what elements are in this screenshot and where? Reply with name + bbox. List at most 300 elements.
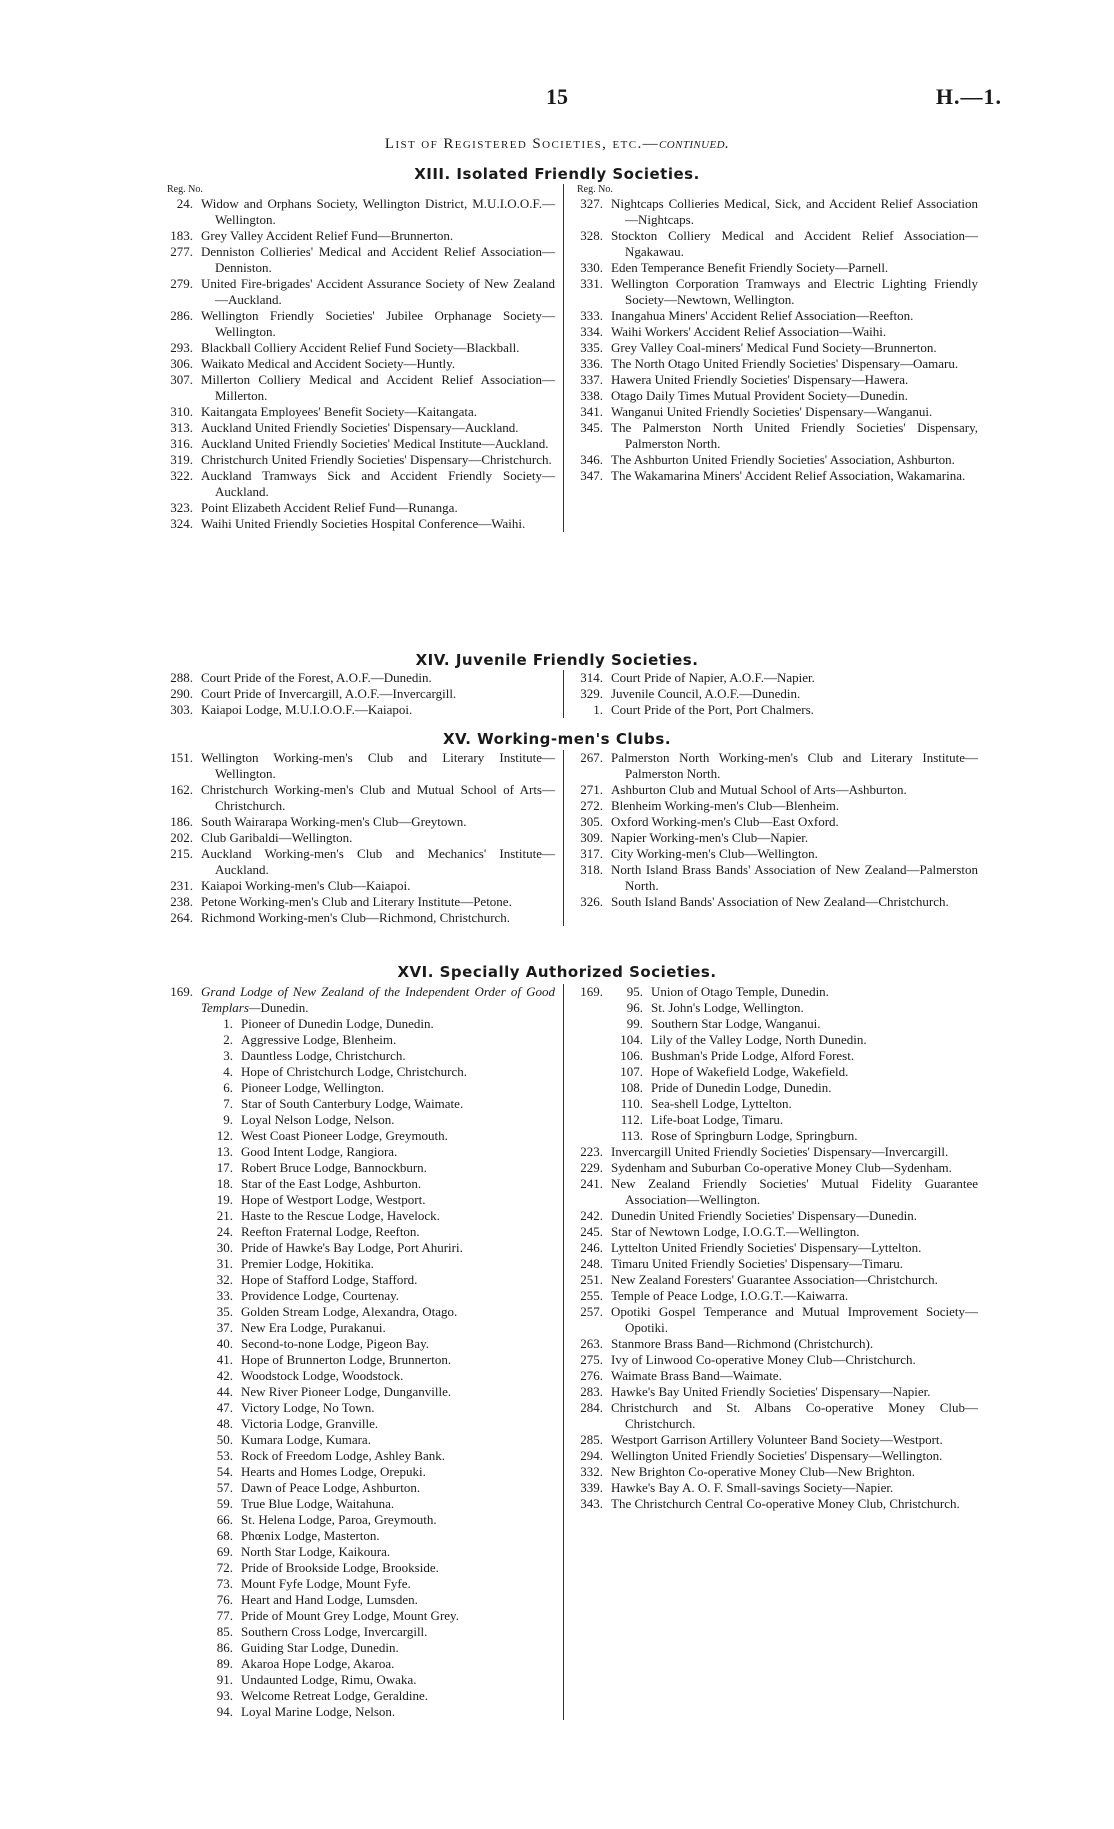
entry-number: 73. <box>216 1576 233 1591</box>
entry-number: 328. <box>580 228 603 243</box>
entry-text: Point Elizabeth Accident Relief Fund—Runanga. <box>201 500 458 515</box>
entry-number: 30. <box>216 1240 233 1255</box>
list-item <box>163 1448 555 1464</box>
list-item <box>163 670 555 686</box>
list-item <box>573 1016 978 1032</box>
list-item <box>163 1352 555 1368</box>
entry-text: Juvenile Council, A.O.F.—Dunedin. <box>611 686 801 701</box>
list-item <box>573 1096 978 1112</box>
section-title-xiv: XIV. Juvenile Friendly Societies. <box>415 651 699 669</box>
entry-text: New Brighton Co-operative Money Club—New Brighton. <box>611 1464 916 1479</box>
entry-number: 276. <box>580 1368 603 1383</box>
list-item <box>163 878 555 894</box>
entry-text: Oxford Working-men's Club—East Oxford. <box>611 814 839 829</box>
entry-number: 76. <box>216 1592 233 1607</box>
entry-text: Woodstock Lodge, Woodstock. <box>241 1368 404 1383</box>
section-xiv-right-column <box>573 670 978 718</box>
entry-text: Palmerston North Working-men's Club and Literary Institute—Palmerston North. <box>611 750 978 781</box>
entry-text: Golden Stream Lodge, Alexandra, Otago. <box>241 1304 458 1319</box>
entry-number: 317. <box>580 846 603 861</box>
list-item <box>573 894 978 910</box>
list-item <box>573 1448 978 1464</box>
entry-number: 47. <box>216 1400 233 1415</box>
section-title-xiii: XIII. Isolated Friendly Societies. <box>414 165 700 183</box>
list-item <box>163 686 555 702</box>
list-item <box>163 1544 555 1560</box>
entry-text: Hawke's Bay A. O. F. Small-savings Society—Napier. <box>611 1480 894 1495</box>
list-item <box>163 276 555 308</box>
entry-text <box>201 984 555 1016</box>
entry-text: Stanmore Brass Band—Richmond (Christchurch). <box>611 1336 874 1351</box>
entry-number: 113. <box>620 1128 643 1143</box>
list-item <box>163 1560 555 1576</box>
list-item <box>163 1576 555 1592</box>
list-item <box>573 686 978 702</box>
report-reference: H.—1. <box>935 84 1002 109</box>
entry-text: Haste to the Rescue Lodge, Havelock. <box>241 1208 440 1223</box>
list-item <box>573 1272 978 1288</box>
entry-number: 57. <box>216 1480 233 1495</box>
entry-text: Otago Daily Times Mutual Provident Society—Dunedin. <box>611 388 908 403</box>
entry-number: 19. <box>216 1192 233 1207</box>
list-item <box>163 244 555 276</box>
list-item <box>163 1688 555 1704</box>
entry-text: Blenheim Working-men's Club—Blenheim. <box>611 798 840 813</box>
entry-text: The Christchurch Central Co-operative Money Club, Christchurch. <box>611 1496 960 1511</box>
entry-number: 4. <box>223 1064 233 1079</box>
list-item <box>163 1608 555 1624</box>
list-item <box>163 1272 555 1288</box>
list-item <box>573 1240 978 1256</box>
entry-text: Second-to-none Lodge, Pigeon Bay. <box>241 1336 429 1351</box>
entry-number: 324. <box>170 516 193 531</box>
entry-number: 279. <box>170 276 193 291</box>
entry-number: 99. <box>626 1016 643 1031</box>
entry-number: 223. <box>580 1144 603 1159</box>
list-item <box>163 1656 555 1672</box>
entry-number: 32. <box>216 1272 233 1287</box>
list-item <box>163 910 555 926</box>
entry-text: Kumara Lodge, Kumara. <box>241 1432 371 1447</box>
entry-number: 107. <box>620 1064 643 1079</box>
entry-number: 331. <box>580 276 603 291</box>
entry-number: 307. <box>170 372 193 387</box>
list-item <box>573 468 978 484</box>
entry-text: City Working-men's Club—Wellington. <box>611 846 818 861</box>
entry-number: 72. <box>216 1560 233 1575</box>
section-xiv-left-list <box>163 670 555 718</box>
section-xiii-right-list <box>573 196 978 484</box>
list-item <box>573 308 978 324</box>
list-item <box>163 702 555 718</box>
entry-number: 231. <box>170 878 193 893</box>
section-xv-left-list <box>163 750 555 926</box>
entry-number: 77. <box>216 1608 233 1623</box>
section-xvi-right-column <box>573 984 978 1512</box>
entry-text: Good Intent Lodge, Rangiora. <box>241 1144 398 1159</box>
list-item <box>163 1112 555 1128</box>
list-item <box>573 1080 978 1096</box>
entry-number: 238. <box>170 894 193 909</box>
entry-number: 96. <box>626 1000 643 1015</box>
entry-number: 50. <box>216 1432 233 1447</box>
entry-text: Pioneer Lodge, Wellington. <box>241 1080 385 1095</box>
entry-text: Opotiki Gospel Temperance and Mutual Improvement Society—Opotiki. <box>611 1304 978 1335</box>
entry-text: Waikato Medical and Accident Society—Huntly. <box>201 356 456 371</box>
entry-text: Court Pride of Napier, A.O.F.—Napier. <box>611 670 815 685</box>
entry-text: Premier Lodge, Hokitika. <box>241 1256 374 1271</box>
list-item <box>163 1032 555 1048</box>
list-item <box>163 1288 555 1304</box>
entry-text: Rose of Springburn Lodge, Springburn. <box>651 1128 858 1143</box>
entry-text: Mount Fyfe Lodge, Mount Fyfe. <box>241 1576 411 1591</box>
list-item <box>573 1480 978 1496</box>
list-item <box>573 1368 978 1384</box>
entry-number: 290. <box>170 686 193 701</box>
entry-number: 316. <box>170 436 193 451</box>
list-item <box>573 984 978 1000</box>
entry-text: Court Pride of the Forest, A.O.F.—Dunedin. <box>201 670 432 685</box>
entry-text: Dauntless Lodge, Christchurch. <box>241 1048 406 1063</box>
entry-number: 264. <box>170 910 193 925</box>
entry-text: Akaroa Hope Lodge, Akaroa. <box>241 1656 395 1671</box>
entry-number: 314. <box>580 670 603 685</box>
list-item <box>163 1336 555 1352</box>
entry-number: 91. <box>216 1672 233 1687</box>
entry-number: 40. <box>216 1336 233 1351</box>
entry-text: Star of Newtown Lodge, I.O.G.T.—Wellington. <box>611 1224 860 1239</box>
list-item <box>163 1416 555 1432</box>
entry-number: 68. <box>216 1528 233 1543</box>
entry-text: The Wakamarina Miners' Accident Relief Association, Wakamarina. <box>611 468 966 483</box>
entry-number: 303. <box>170 702 193 717</box>
entry-text: Richmond Working-men's Club—Richmond, Christchurch. <box>201 910 511 925</box>
entry-number: 169. <box>170 984 193 999</box>
entry-number: 288. <box>170 670 193 685</box>
entry-text: Auckland United Friendly Societies' Medical Institute—Auckland. <box>201 436 549 451</box>
entry-text: Auckland Tramways Sick and Accident Friendly Society—Auckland. <box>201 468 555 499</box>
list-item <box>573 830 978 846</box>
section-xiv-right-list <box>573 670 978 718</box>
list-item <box>573 1336 978 1352</box>
entry-text: Timaru United Friendly Societies' Dispensary—Timaru. <box>611 1256 904 1271</box>
entry-text: New Zealand Friendly Societies' Mutual Fidelity Guarantee Association—Wellington. <box>611 1176 978 1207</box>
entry-number: 241. <box>580 1176 603 1191</box>
entry-text: Pride of Hawke's Bay Lodge, Port Ahuriri. <box>241 1240 463 1255</box>
list-item <box>163 1048 555 1064</box>
list-item <box>163 1128 555 1144</box>
entry-number: 35. <box>216 1304 233 1319</box>
entry-number: 162. <box>170 782 193 797</box>
list-item <box>163 420 555 436</box>
entry-number: 267. <box>580 750 603 765</box>
list-item <box>573 388 978 404</box>
list-item <box>163 782 555 814</box>
entry-text: Waihi Workers' Accident Relief Association—Waihi. <box>611 324 887 339</box>
list-item <box>163 1464 555 1480</box>
list-item <box>163 1160 555 1176</box>
reg-no-header: Reg. No. <box>167 184 203 195</box>
entry-text: Ashburton Club and Mutual School of Arts—Ashburton. <box>611 782 907 797</box>
list-item <box>573 814 978 830</box>
entry-text: Wellington Friendly Societies' Jubilee Orphanage Society—Wellington. <box>201 308 555 339</box>
entry-number: 12. <box>216 1128 233 1143</box>
entry-text: True Blue Lodge, Waitahuna. <box>241 1496 395 1511</box>
list-item <box>163 356 555 372</box>
entry-number: 309. <box>580 830 603 845</box>
list-item <box>573 260 978 276</box>
entry-number: 13. <box>216 1144 233 1159</box>
entry-text: Victory Lodge, No Town. <box>241 1400 375 1415</box>
entry-text: Robert Bruce Lodge, Bannockburn. <box>241 1160 427 1175</box>
entry-number: 48. <box>216 1416 233 1431</box>
entry-number: 246. <box>580 1240 603 1255</box>
entry-number: 3. <box>223 1048 233 1063</box>
grand-lodge-name: Grand Lodge of New Zealand of the Independent Order of Good Templars— <box>201 984 555 1015</box>
entry-text: Christchurch and St. Albans Co-operative Money Club—Christchurch. <box>611 1400 978 1431</box>
list-item <box>163 1512 555 1528</box>
list-item <box>573 1048 978 1064</box>
entry-text: Kaiapoi Working-men's Club—Kaiapoi. <box>201 878 411 893</box>
entry-number: 322. <box>170 468 193 483</box>
list-item <box>163 1016 555 1032</box>
entry-text: St. Helena Lodge, Paroa, Greymouth. <box>241 1512 437 1527</box>
list-item <box>573 670 978 686</box>
entry-text: Guiding Star Lodge, Dunedin. <box>241 1640 399 1655</box>
list-item <box>163 1192 555 1208</box>
entry-text: United Fire-brigades' Accident Assurance Society of New Zealand—Auckland. <box>201 276 555 307</box>
entry-number: 104. <box>620 1032 643 1047</box>
entry-number: 332. <box>580 1464 603 1479</box>
list-item <box>163 1064 555 1080</box>
section-title-xv: XV. Working-men's Clubs. <box>442 730 672 748</box>
entry-text: Pride of Mount Grey Lodge, Mount Grey. <box>241 1608 459 1623</box>
entry-number: 24. <box>216 1224 233 1239</box>
entry-number: 245. <box>580 1224 603 1239</box>
list-item <box>573 1064 978 1080</box>
entry-number: 329. <box>580 686 603 701</box>
list-item <box>573 452 978 468</box>
entry-text: Invercargill United Friendly Societies' Dispensary—Invercargill. <box>611 1144 949 1159</box>
list-item <box>163 1224 555 1240</box>
entry-number: 310. <box>170 404 193 419</box>
list-item <box>163 1432 555 1448</box>
list-item <box>573 1288 978 1304</box>
section-xv-right-column <box>573 750 978 910</box>
entry-text: Hope of Christchurch Lodge, Christchurch. <box>241 1064 468 1079</box>
entry-text: The Palmerston North United Friendly Societies' Dispensary, Palmerston North. <box>611 420 978 451</box>
list-item <box>573 1208 978 1224</box>
entry-number: 202. <box>170 830 193 845</box>
list-item <box>163 814 555 830</box>
entry-number: 53. <box>216 1448 233 1463</box>
list-item <box>573 372 978 388</box>
entry-text: Club Garibaldi—Wellington. <box>201 830 353 845</box>
entry-text: Court Pride of the Port, Port Chalmers. <box>611 702 814 717</box>
entry-number: 21. <box>216 1208 233 1223</box>
list-item <box>163 846 555 878</box>
entry-text: Hope of Brunnerton Lodge, Brunnerton. <box>241 1352 452 1367</box>
list-item <box>163 1256 555 1272</box>
entry-number: 326. <box>580 894 603 909</box>
entry-text: Auckland United Friendly Societies' Dispensary—Auckland. <box>201 420 519 435</box>
entry-number: 24. <box>176 196 193 211</box>
page-number: 15 <box>546 84 568 109</box>
entry-number: 151. <box>170 750 193 765</box>
entry-text: Undaunted Lodge, Rimu, Owaka. <box>241 1672 417 1687</box>
entry-text: Lily of the Valley Lodge, North Dunedin. <box>651 1032 867 1047</box>
entry-number: 94. <box>216 1704 233 1719</box>
entry-text: Hope of Stafford Lodge, Stafford. <box>241 1272 418 1287</box>
entry-number: 44. <box>216 1384 233 1399</box>
list-item <box>573 1384 978 1400</box>
entry-text: Wellington Corporation Tramways and Electric Lighting Friendly Society—Newtown, Wellington. <box>611 276 978 307</box>
entry-number: 286. <box>170 308 193 323</box>
entry-text: North Star Lodge, Kaikoura. <box>241 1544 391 1559</box>
entry-text: Star of the East Lodge, Ashburton. <box>241 1176 422 1191</box>
entry-text: Loyal Nelson Lodge, Nelson. <box>241 1112 395 1127</box>
entry-text: Star of South Canterbury Lodge, Waimate. <box>241 1096 464 1111</box>
list-item <box>163 1592 555 1608</box>
entry-text: Southern Cross Lodge, Invercargill. <box>241 1624 428 1639</box>
entry-text: Westport Garrison Artillery Volunteer Band Society—Westport. <box>611 1432 943 1447</box>
list-item <box>573 846 978 862</box>
grand-lodge-place: Dunedin. <box>260 1000 309 1015</box>
entry-number: 93. <box>216 1688 233 1703</box>
entry-number: 319. <box>170 452 193 467</box>
list-item <box>163 1144 555 1160</box>
entry-text: Hawera United Friendly Societies' Dispensary—Hawera. <box>611 372 909 387</box>
entry-text: Bushman's Pride Lodge, Alford Forest. <box>651 1048 855 1063</box>
entry-text: Sea-shell Lodge, Lyttelton. <box>651 1096 792 1111</box>
entry-text: Wanganui United Friendly Societies' Dispensary—Wanganui. <box>611 404 933 419</box>
entry-text: Life-boat Lodge, Timaru. <box>651 1112 784 1127</box>
list-item <box>163 750 555 782</box>
entry-number: 106. <box>620 1048 643 1063</box>
entry-text: Southern Star Lodge, Wanganui. <box>651 1016 821 1031</box>
entry-number: 42. <box>216 1368 233 1383</box>
list-item <box>163 372 555 404</box>
entry-text: Stockton Colliery Medical and Accident Relief Association—Ngakawau. <box>611 228 978 259</box>
entry-text: Sydenham and Suburban Co-operative Money Club—Sydenham. <box>611 1160 952 1175</box>
entry-text: The Ashburton United Friendly Societies' Association, Ashburton. <box>611 452 955 467</box>
entry-text: Providence Lodge, Courtenay. <box>241 1288 399 1303</box>
list-item <box>163 1368 555 1384</box>
entry-number: 9. <box>223 1112 233 1127</box>
entry-number: 294. <box>580 1448 603 1463</box>
section-xiv-left-column <box>163 670 564 718</box>
list-item <box>163 340 555 356</box>
list-item <box>163 1176 555 1192</box>
entry-number: 108. <box>620 1080 643 1095</box>
list-item <box>573 340 978 356</box>
list-item <box>163 1480 555 1496</box>
list-item <box>573 1432 978 1448</box>
entry-number: 343. <box>580 1496 603 1511</box>
list-item <box>163 1400 555 1416</box>
list-item <box>163 516 555 532</box>
entry-number: 7. <box>223 1096 233 1111</box>
entry-number: 89. <box>216 1656 233 1671</box>
list-item <box>163 1384 555 1400</box>
entry-number: 347. <box>580 468 603 483</box>
entry-text: Lyttelton United Friendly Societies' Dispensary—Lyttelton. <box>611 1240 922 1255</box>
entry-number: 336. <box>580 356 603 371</box>
entry-text: Dunedin United Friendly Societies' Dispensary—Dunedin. <box>611 1208 917 1223</box>
entry-number: 293. <box>170 340 193 355</box>
entry-text: South Wairarapa Working-men's Club—Greytown. <box>201 814 467 829</box>
section-xvi-left-list <box>163 1016 555 1720</box>
entry-number: 277. <box>170 244 193 259</box>
list-item <box>163 436 555 452</box>
entry-number: 59. <box>216 1496 233 1511</box>
entry-text: North Island Brass Bands' Association of New Zealand—Palmerston North. <box>611 862 978 893</box>
entry-text: Union of Otago Temple, Dunedin. <box>651 984 829 999</box>
entry-number: 272. <box>580 798 603 813</box>
list-item <box>163 1096 555 1112</box>
entry-text: Christchurch Working-men's Club and Mutual School of Arts—Christchurch. <box>201 782 555 813</box>
section-xiii-left-column <box>163 184 564 532</box>
list-item <box>573 1000 978 1016</box>
entry-text: Millerton Colliery Medical and Accident Relief Association—Millerton. <box>201 372 555 403</box>
entry-number: 215. <box>170 846 193 861</box>
entry-number: 54. <box>216 1464 233 1479</box>
entry-number: 333. <box>580 308 603 323</box>
entry-text: Temple of Peace Lodge, I.O.G.T.—Kaiwarra. <box>611 1288 849 1303</box>
entry-text: Petone Working-men's Club and Literary Institute—Petone. <box>201 894 512 909</box>
section-xiii-right-column <box>573 184 978 484</box>
entry-number: 69. <box>216 1544 233 1559</box>
entry-number: 85. <box>216 1624 233 1639</box>
entry-text: West Coast Pioneer Lodge, Greymouth. <box>241 1128 448 1143</box>
list-item <box>573 196 978 228</box>
entry-number: 341. <box>580 404 603 419</box>
entry-number: 285. <box>580 1432 603 1447</box>
list-item <box>573 750 978 782</box>
entry-number: 86. <box>216 1640 233 1655</box>
entry-text: Victoria Lodge, Granville. <box>241 1416 379 1431</box>
entry-text: Heart and Hand Lodge, Lumsden. <box>241 1592 418 1607</box>
entry-number: 339. <box>580 1480 603 1495</box>
entry-number: 41. <box>216 1352 233 1367</box>
entry-number: 17. <box>216 1160 233 1175</box>
entry-text: Waihi United Friendly Societies Hospital Conference—Waihi. <box>201 516 526 531</box>
entry-text: Denniston Collieries' Medical and Accident Relief Association—Denniston. <box>201 244 555 275</box>
section-xvi-left-column <box>163 984 564 1720</box>
entry-text: Kaiapoi Lodge, M.U.I.O.O.F.—Kaiapoi. <box>201 702 413 717</box>
entry-number: 229. <box>580 1160 603 1175</box>
entry-number: 66. <box>216 1512 233 1527</box>
entry-number: 337. <box>580 372 603 387</box>
entry-text: Kaitangata Employees' Benefit Society—Kaitangata. <box>201 404 477 419</box>
list-item <box>573 1496 978 1512</box>
entry-text: Inangahua Miners' Accident Relief Association—Reefton. <box>611 308 914 323</box>
running-title <box>0 136 1114 153</box>
entry-number: 112. <box>620 1112 643 1127</box>
entry-number: 37. <box>216 1320 233 1335</box>
list-item <box>163 1704 555 1720</box>
entry-text: Grey Valley Coal-miners' Medical Fund Society—Brunnerton. <box>611 340 937 355</box>
entry-number: 18. <box>216 1176 233 1191</box>
entry-text: Dawn of Peace Lodge, Ashburton. <box>241 1480 421 1495</box>
entry-number: 255. <box>580 1288 603 1303</box>
entry-number: 257. <box>580 1304 603 1319</box>
list-item <box>163 1624 555 1640</box>
section-xvi-right-sub-list <box>573 984 978 1144</box>
entry-number: 248. <box>580 1256 603 1271</box>
entry-text: Hawke's Bay United Friendly Societies' Dispensary—Napier. <box>611 1384 931 1399</box>
entry-number: 169. <box>580 984 603 999</box>
